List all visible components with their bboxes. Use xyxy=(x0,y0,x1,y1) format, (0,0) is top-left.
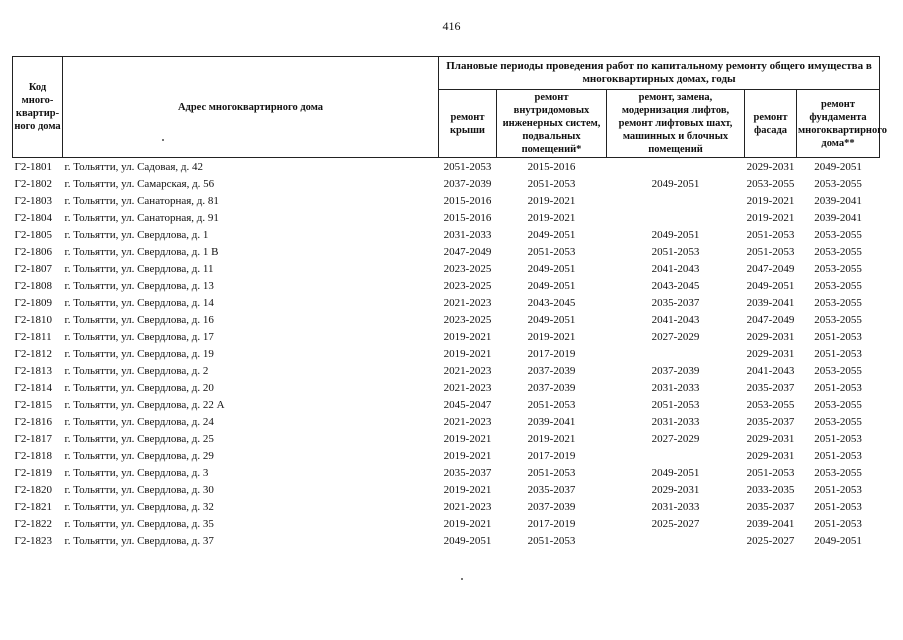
row-code: Г2-1812 xyxy=(14,347,53,360)
row-roof: 2021-2023 xyxy=(443,381,492,394)
row-systems: 2019-2021 xyxy=(527,432,576,445)
row-facade: 2029-2031 xyxy=(746,432,795,445)
row-address: г. Тольятти, ул. Санаторная, д. 91 xyxy=(64,211,219,224)
row-facade: 2029-2031 xyxy=(746,347,795,360)
row-facade: 2033-2035 xyxy=(746,483,795,496)
row-systems: 2049-2051 xyxy=(527,279,576,292)
row-address: г. Тольятти, ул. Свердлова, д. 30 xyxy=(64,483,214,496)
row-code: Г2-1823 xyxy=(14,534,53,547)
table-row xyxy=(13,430,880,447)
header-systems: ремонт внутридомовых инженерных систем, подвальных помещений* xyxy=(497,90,607,158)
row-facade: 2025-2027 xyxy=(746,534,795,547)
row-lifts xyxy=(607,209,745,226)
row-address: г. Тольятти, ул. Свердлова, д. 20 xyxy=(64,381,214,394)
row-systems: 2037-2039 xyxy=(527,381,576,394)
row-lifts: 2051-2053 xyxy=(651,398,700,411)
row-foundation: 2051-2053 xyxy=(814,381,862,394)
table-row xyxy=(13,311,880,328)
row-address: г. Тольятти, ул. Свердлова, д. 17 xyxy=(64,330,214,343)
row-systems: 2035-2037 xyxy=(527,483,576,496)
row-lifts: 2049-2051 xyxy=(651,466,700,479)
row-systems: 2037-2039 xyxy=(527,364,576,377)
row-address: г. Тольятти, ул. Свердлова, д. 2 xyxy=(64,364,209,377)
row-code: Г2-1820 xyxy=(14,483,53,496)
row-foundation: 2051-2053 xyxy=(814,500,862,513)
row-roof: 2015-2016 xyxy=(443,211,492,224)
row-lifts: 2027-2029 xyxy=(651,432,700,445)
row-code: Г2-1816 xyxy=(14,415,53,428)
table-row xyxy=(13,396,880,413)
row-code: Г2-1810 xyxy=(14,313,53,326)
row-systems: 2049-2051 xyxy=(527,262,576,275)
scan-speck xyxy=(162,139,164,141)
row-roof: 2045-2047 xyxy=(443,398,492,411)
row-lifts xyxy=(607,158,745,176)
row-address: г. Тольятти, ул. Свердлова, д. 1 xyxy=(64,228,209,241)
row-address: г. Тольятти, ул. Санаторная, д. 81 xyxy=(64,194,219,207)
row-lifts: 2027-2029 xyxy=(651,330,700,343)
table-row xyxy=(13,464,880,481)
row-foundation: 2053-2055 xyxy=(814,228,862,241)
row-systems: 2051-2053 xyxy=(527,177,576,190)
row-address: г. Тольятти, ул. Самарская, д. 56 xyxy=(64,177,215,190)
row-foundation: 2039-2041 xyxy=(814,194,862,207)
row-address: г. Тольятти, ул. Свердлова, д. 25 xyxy=(64,432,214,445)
row-facade: 2047-2049 xyxy=(746,262,795,275)
row-foundation: 2053-2055 xyxy=(814,279,862,292)
row-lifts: 2035-2037 xyxy=(651,296,700,309)
row-lifts xyxy=(607,192,745,209)
row-address: г. Тольятти, ул. Садовая, д. 42 xyxy=(63,158,439,176)
table-row xyxy=(13,226,880,243)
row-lifts: 2031-2033 xyxy=(651,381,700,394)
row-roof: 2035-2037 xyxy=(443,466,492,479)
row-code: Г2-1814 xyxy=(14,381,53,394)
row-address: г. Тольятти, ул. Свердлова, д. 35 xyxy=(64,517,214,530)
row-systems: 2051-2053 xyxy=(527,398,576,411)
row-roof: 2019-2021 xyxy=(443,347,492,360)
row-foundation: 2039-2041 xyxy=(814,211,862,224)
row-systems: 2049-2051 xyxy=(527,313,576,326)
row-roof: 2019-2021 xyxy=(443,330,492,343)
row-facade: 2049-2051 xyxy=(746,279,795,292)
row-systems: 2017-2019 xyxy=(527,517,576,530)
row-foundation: 2053-2055 xyxy=(814,296,862,309)
row-systems: 2051-2053 xyxy=(527,534,576,547)
row-systems: 2015-2016 xyxy=(497,158,607,176)
table-row xyxy=(13,192,880,209)
row-foundation: 2053-2055 xyxy=(814,313,862,326)
row-code: Г2-1802 xyxy=(14,177,53,190)
row-code: Г2-1801 xyxy=(13,158,63,176)
row-facade: 2029-2031 xyxy=(745,158,797,176)
table-row xyxy=(13,294,880,311)
row-facade: 2039-2041 xyxy=(746,517,795,530)
row-foundation: 2053-2055 xyxy=(814,415,862,428)
row-facade: 2051-2053 xyxy=(746,228,795,241)
row-facade: 2035-2037 xyxy=(746,500,795,513)
header-lifts: ремонт, замена, модернизация лифтов, ремонт лифтовых шахт, машинных и блочных помещений xyxy=(607,90,745,158)
row-facade: 2029-2031 xyxy=(746,449,795,462)
row-code: Г2-1819 xyxy=(14,466,53,479)
row-roof: 2021-2023 xyxy=(443,500,492,513)
row-roof: 2047-2049 xyxy=(443,245,492,258)
capital-repair-schedule-table xyxy=(12,56,887,549)
row-roof: 2021-2023 xyxy=(443,415,492,428)
row-foundation: 2051-2053 xyxy=(814,330,862,343)
row-address: г. Тольятти, ул. Свердлова, д. 29 xyxy=(64,449,214,462)
row-lifts: 2041-2043 xyxy=(651,313,700,326)
row-address: г. Тольятти, ул. Свердлова, д. 14 xyxy=(64,296,214,309)
row-roof: 2037-2039 xyxy=(443,177,492,190)
row-address: г. Тольятти, ул. Свердлова, д. 22 А xyxy=(64,398,225,411)
row-systems: 2037-2039 xyxy=(527,500,576,513)
row-facade: 2053-2055 xyxy=(746,398,795,411)
row-facade: 2029-2031 xyxy=(746,330,795,343)
row-code: Г2-1811 xyxy=(14,330,52,343)
row-code: Г2-1822 xyxy=(14,517,53,530)
row-facade: 2047-2049 xyxy=(746,313,795,326)
row-systems: 2051-2053 xyxy=(527,466,576,479)
row-foundation: 2049-2051 xyxy=(814,534,862,547)
row-foundation: 2049-2051 xyxy=(797,158,880,176)
table-row xyxy=(13,498,880,515)
row-roof: 2031-2033 xyxy=(443,228,492,241)
row-lifts: 2031-2033 xyxy=(651,500,700,513)
row-address: г. Тольятти, ул. Свердлова, д. 3 xyxy=(64,466,209,479)
row-address: г. Тольятти, ул. Свердлова, д. 11 xyxy=(64,262,214,275)
scan-speck xyxy=(461,578,463,580)
row-facade: 2035-2037 xyxy=(746,415,795,428)
row-systems: 2019-2021 xyxy=(527,330,576,343)
row-address: г. Тольятти, ул. Свердлова, д. 16 xyxy=(64,313,214,326)
row-lifts: 2025-2027 xyxy=(651,517,700,530)
row-facade: 2041-2043 xyxy=(746,364,795,377)
row-lifts: 2041-2043 xyxy=(651,262,700,275)
row-foundation: 2053-2055 xyxy=(814,466,862,479)
table-row xyxy=(13,447,880,464)
table-row xyxy=(13,328,880,345)
table-row xyxy=(13,413,880,430)
row-foundation: 2053-2055 xyxy=(814,245,862,258)
row-roof: 2019-2021 xyxy=(443,432,492,445)
row-foundation: 2053-2055 xyxy=(814,177,862,190)
header-foundation: ремонт фундамента многоквартирного дома** xyxy=(797,90,880,158)
header-code: Код много- квартир- ного дома xyxy=(13,57,63,158)
row-address: г. Тольятти, ул. Свердлова, д. 24 xyxy=(64,415,214,428)
row-roof: 2019-2021 xyxy=(443,449,492,462)
row-code: Г2-1813 xyxy=(14,364,53,377)
table-row xyxy=(13,209,880,226)
row-code: Г2-1803 xyxy=(14,194,53,207)
row-systems: 2017-2019 xyxy=(527,449,576,462)
row-foundation: 2051-2053 xyxy=(814,347,862,360)
row-roof: 2023-2025 xyxy=(443,313,492,326)
table-row xyxy=(13,362,880,379)
row-foundation: 2051-2053 xyxy=(814,517,862,530)
row-code: Г2-1809 xyxy=(14,296,53,309)
row-systems: 2049-2051 xyxy=(527,228,576,241)
row-lifts: 2043-2045 xyxy=(651,279,700,292)
row-systems: 2019-2021 xyxy=(527,194,576,207)
header-facade: ремонт фасада xyxy=(745,90,797,158)
row-facade: 2039-2041 xyxy=(746,296,795,309)
row-address: г. Тольятти, ул. Свердлова, д. 13 xyxy=(64,279,214,292)
row-foundation: 2051-2053 xyxy=(814,483,862,496)
row-code: Г2-1807 xyxy=(14,262,53,275)
row-facade: 2035-2037 xyxy=(746,381,795,394)
row-address: г. Тольятти, ул. Свердлова, д. 32 xyxy=(64,500,214,513)
row-foundation: 2053-2055 xyxy=(814,364,862,377)
row-address: г. Тольятти, ул. Свердлова, д. 37 xyxy=(64,534,214,547)
row-systems: 2051-2053 xyxy=(527,245,576,258)
row-systems: 2043-2045 xyxy=(527,296,576,309)
table-row xyxy=(13,175,880,192)
row-address: г. Тольятти, ул. Свердлова, д. 1 В xyxy=(64,245,219,258)
row-facade: 2019-2021 xyxy=(746,194,795,207)
table-row xyxy=(13,481,880,498)
table-row xyxy=(13,532,880,549)
row-code: Г2-1817 xyxy=(14,432,53,445)
row-foundation: 2053-2055 xyxy=(814,262,862,275)
row-lifts: 2037-2039 xyxy=(651,364,700,377)
row-systems: 2019-2021 xyxy=(527,211,576,224)
row-lifts: 2031-2033 xyxy=(651,415,700,428)
row-roof: 2023-2025 xyxy=(443,262,492,275)
header-planned-periods: Плановые периоды проведения работ по капитальному ремонту общего имущества в многоквартирных домах, годы xyxy=(439,57,880,90)
table-row xyxy=(13,243,880,260)
row-foundation: 2051-2053 xyxy=(814,432,862,445)
row-facade: 2019-2021 xyxy=(746,211,795,224)
row-foundation: 2051-2053 xyxy=(814,449,862,462)
page-number: 416 xyxy=(442,19,461,33)
row-code: Г2-1805 xyxy=(14,228,53,241)
row-code: Г2-1804 xyxy=(14,211,53,224)
table-row xyxy=(13,158,880,176)
table-row xyxy=(13,277,880,294)
row-roof: 2049-2051 xyxy=(443,534,492,547)
row-foundation: 2053-2055 xyxy=(814,398,862,411)
row-facade: 2053-2055 xyxy=(746,177,795,190)
row-roof: 2019-2021 xyxy=(443,517,492,530)
row-lifts: 2029-2031 xyxy=(651,483,700,496)
row-lifts xyxy=(607,345,745,362)
table-row xyxy=(13,379,880,396)
row-roof: 2051-2053 xyxy=(439,158,497,176)
row-facade: 2051-2053 xyxy=(746,245,795,258)
table-body xyxy=(13,158,880,550)
row-lifts xyxy=(607,532,745,549)
row-facade: 2051-2053 xyxy=(746,466,795,479)
row-systems: 2017-2019 xyxy=(527,347,576,360)
row-roof: 2021-2023 xyxy=(443,364,492,377)
row-code: Г2-1821 xyxy=(14,500,53,513)
header-address: Адрес многоквартирного дома xyxy=(63,57,439,158)
row-code: Г2-1806 xyxy=(14,245,53,258)
row-lifts: 2049-2051 xyxy=(651,177,700,190)
row-lifts xyxy=(607,447,745,464)
row-roof: 2023-2025 xyxy=(443,279,492,292)
row-roof: 2019-2021 xyxy=(443,483,492,496)
row-roof: 2015-2016 xyxy=(443,194,492,207)
table-row xyxy=(13,515,880,532)
row-code: Г2-1808 xyxy=(14,279,53,292)
table-row xyxy=(13,345,880,362)
row-roof: 2021-2023 xyxy=(443,296,492,309)
row-address: г. Тольятти, ул. Свердлова, д. 19 xyxy=(64,347,214,360)
table-row xyxy=(13,260,880,277)
row-code: Г2-1815 xyxy=(14,398,53,411)
header-roof: ремонт крыши xyxy=(439,90,497,158)
row-lifts: 2051-2053 xyxy=(651,245,700,258)
row-lifts: 2049-2051 xyxy=(651,228,700,241)
row-systems: 2039-2041 xyxy=(527,415,576,428)
row-code: Г2-1818 xyxy=(14,449,53,462)
